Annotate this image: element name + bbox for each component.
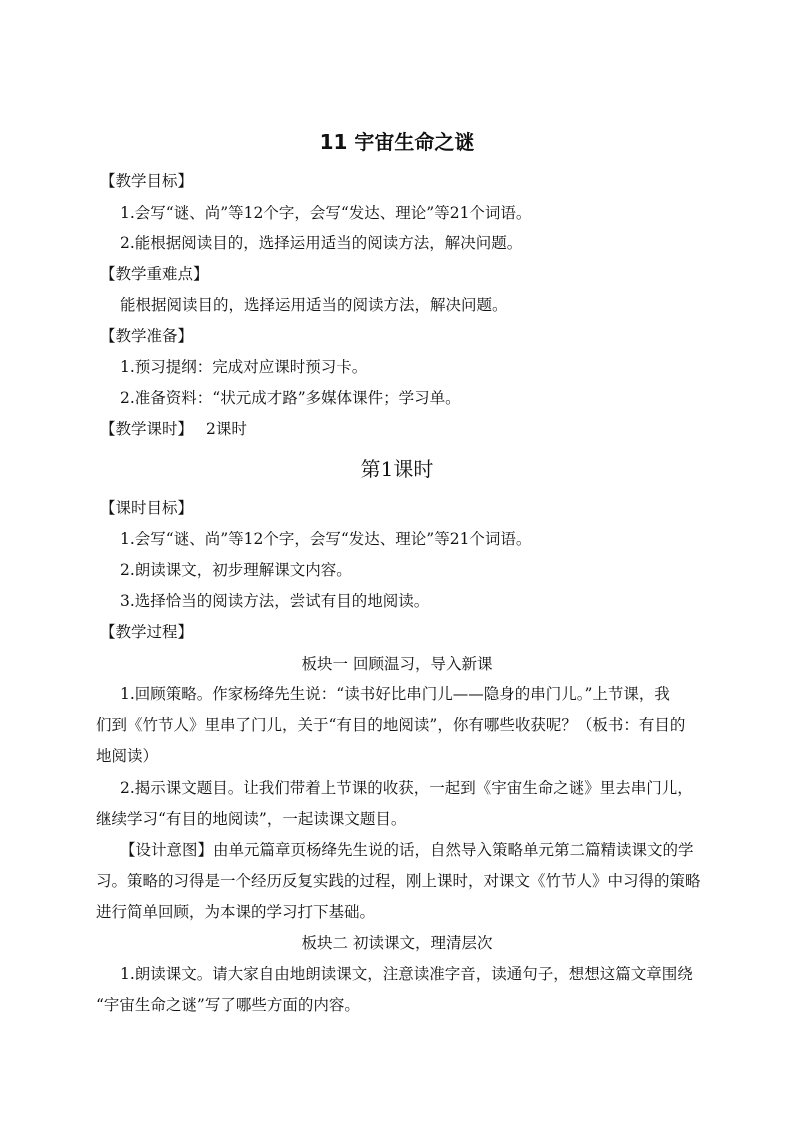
hours-value: 2课时 [205,420,247,438]
lesson-goal-item: 2.朗读课文，初步理解课文内容。 [120,561,352,579]
lesson-goal-item: 1.会写“谜、尚”等12个字，会写“发达、理论”等21个词语。 [120,530,532,548]
key-points-text: 能根据阅读目的，选择运用适当的阅读方法，解决问题。 [120,296,508,314]
prep-item: 2.准备资料：“状元成才路”多媒体课件；学习单。 [120,389,461,407]
design-intent-line: 【设计意图】由单元篇章页杨绛先生说的话，自然导入策略单元第二篇精读课文的学 [120,841,694,859]
section-heading-prep: 【教学准备】 [100,327,194,345]
paragraph-line: 继续学习“有目的地阅读”，一起读课文题目。 [96,810,407,828]
paragraph-line: 1.朗读课文。请大家自由地朗读课文，注意读准字音，读通句子，想想这篇文章围绕 [120,965,693,983]
block-title: 板块二 初读课文，理清层次 [301,934,493,952]
section-heading-key-points: 【教学重难点】 [100,265,209,283]
design-intent-line: 习。策略的习得是一个经历反复实践的过程，刚上课时，对课文《竹节人》中习得的策略 [96,872,701,890]
document-title: 11 宇宙生命之谜 [319,130,475,154]
paragraph-line: 1.回顾策略。作家杨绛先生说：“读书好比串门儿——隐身的串门儿。”上节课，我 [120,685,670,703]
block-title: 板块一 回顾温习，导入新课 [301,655,493,673]
lesson-goal-item: 3.选择恰当的阅读方法，尝试有目的地阅读。 [120,592,430,610]
section-heading-goals: 【教学目标】 [100,172,194,190]
lesson-title: 第1课时 [360,457,434,481]
section-heading-lesson-goals: 【课时目标】 [100,499,194,517]
paragraph-line: 2.揭示课文题目。让我们带着上节课的收获，一起到《宇宙生命之谜》里去串门儿， [120,779,693,797]
paragraph-line: 地阅读） [96,747,159,765]
section-heading-process: 【教学过程】 [100,623,194,641]
section-heading-hours: 【教学课时】 [100,420,194,438]
goal-item: 1.会写“谜、尚”等12个字，会写“发达、理论”等21个词语。 [120,204,532,222]
prep-item: 1.预习提纲：完成对应课时预习卡。 [120,358,368,376]
goal-item: 2.能根据阅读目的，选择运用适当的阅读方法，解决问题。 [120,234,523,252]
design-intent-line: 进行简单回顾，为本课的学习打下基础。 [96,903,376,921]
paragraph-line: “宇宙生命之谜”写了哪些方面的内容。 [96,996,360,1014]
section-hours [100,419,247,439]
paragraph-line: 们到《竹节人》里串了门儿，关于“有目的地阅读”，你有哪些收获呢？（板书：有目的 [96,716,686,734]
